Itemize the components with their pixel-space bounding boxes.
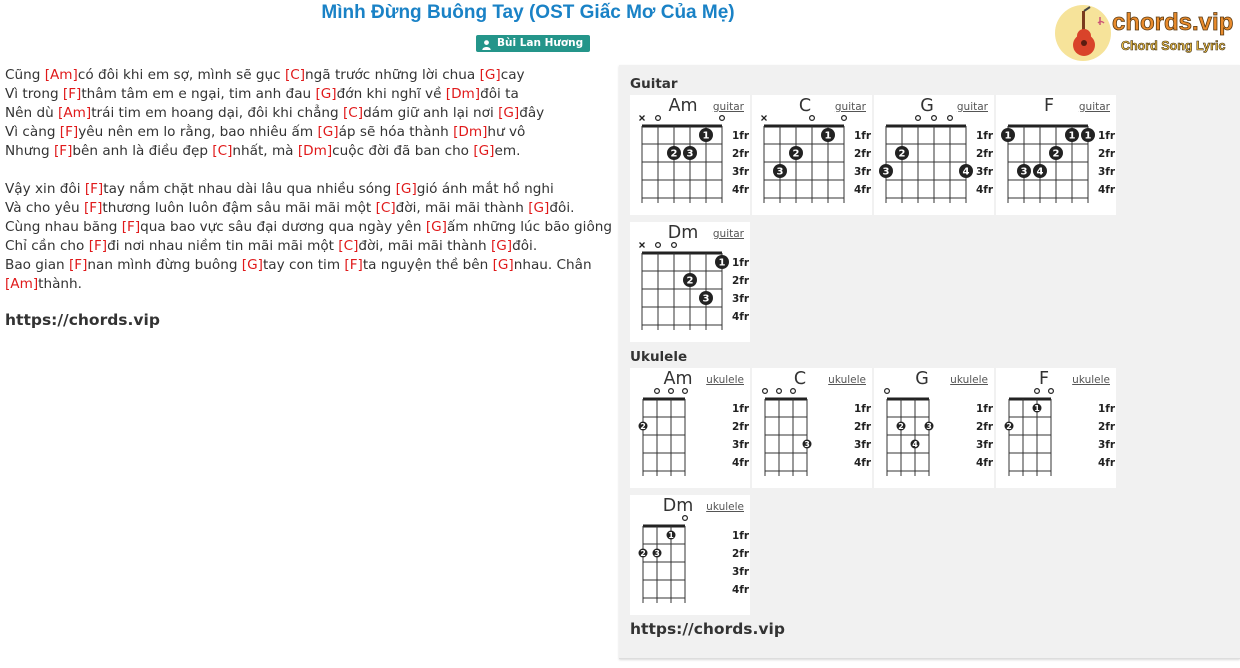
fret-label: 4fr <box>976 457 994 469</box>
lyric-text: em. <box>494 143 521 159</box>
chord-name: Am <box>663 369 693 389</box>
open-string-mark <box>683 389 688 394</box>
lyric-text: Vậy xin đôi <box>5 181 85 197</box>
fret-label: 3fr <box>976 439 994 451</box>
chord-link[interactable]: [Dm] <box>453 124 488 140</box>
guitar-type-link[interactable]: guitar <box>712 101 744 113</box>
finger-number: 2 <box>640 421 646 431</box>
finger-number: 1 <box>824 130 832 142</box>
guitar-type-link[interactable]: guitar <box>956 101 988 113</box>
chord-name: C <box>798 96 812 116</box>
lyric-text: ngã trước những lời chua <box>305 67 480 83</box>
chord-link[interactable]: [C] <box>284 67 306 83</box>
finger-number: 2 <box>898 148 906 160</box>
finger-number: 4 <box>912 439 918 449</box>
ukulele-type-link[interactable]: ukulele <box>706 374 744 386</box>
lyric-text: đời, mãi mãi thành <box>358 238 491 254</box>
fret-label: 4fr <box>854 184 872 196</box>
open-string-mark <box>655 389 660 394</box>
lyric-text: đi nơi nhau niềm tin mãi mãi một <box>107 238 339 254</box>
finger-number: 1 <box>702 130 710 142</box>
chord-name: Dm <box>667 223 699 243</box>
lyric-text: qua bao vực sâu đại dương qua ngày yên <box>140 219 426 235</box>
lyric-text: tay con tim <box>262 257 345 273</box>
fret-label: 1fr <box>1098 130 1116 142</box>
lyric-text: đời, mãi mãi thành <box>395 200 529 216</box>
finger-number: 2 <box>640 548 646 558</box>
lyric-text: cuộc đời đã ban cho <box>332 143 474 159</box>
finger-number: 1 <box>1004 130 1012 142</box>
chord-link[interactable]: [G] <box>395 181 417 197</box>
lyric-line <box>5 180 610 199</box>
lyric-text: Cùng nhau băng <box>5 219 122 235</box>
fret-label: 3fr <box>732 166 750 178</box>
finger-number: 3 <box>1020 166 1028 178</box>
lyric-text: dám giữ anh lại nơi <box>363 105 499 121</box>
chord-link[interactable]: [C] <box>338 238 359 254</box>
chord-name: F <box>1043 96 1055 116</box>
chord-link[interactable]: [Am] <box>58 105 92 121</box>
open-string-mark <box>885 389 890 394</box>
chord-link[interactable]: [F] <box>344 257 363 273</box>
finger-number: 2 <box>670 148 678 160</box>
fret-label: 4fr <box>854 457 872 469</box>
chord-name: Dm <box>662 496 694 516</box>
lyric-text: Nhưng <box>5 143 54 159</box>
finger-number: 3 <box>686 148 694 160</box>
ukulele-type-link[interactable]: ukulele <box>828 374 866 386</box>
lyric-text: Vì trong <box>5 86 63 102</box>
artist-name: Bùi Lan Hương <box>497 37 584 49</box>
open-string-mark <box>720 116 725 121</box>
guitar-type-link[interactable]: guitar <box>712 228 744 240</box>
chord-name: F <box>1038 369 1050 389</box>
site-logo[interactable] <box>1054 3 1234 63</box>
lyric-line <box>5 104 610 123</box>
fret-label: 3fr <box>854 439 872 451</box>
lyric-line <box>5 142 610 161</box>
open-string-mark <box>948 116 953 121</box>
lyric-text: Chỉ cần cho <box>5 238 89 254</box>
lyric-text: tay nắm chặt nhau dài lâu qua nhiều sóng <box>103 181 396 197</box>
fret-label: 3fr <box>732 566 750 578</box>
fret-label: 2fr <box>732 421 750 433</box>
lyric-text: gió ánh mắt hồ nghi <box>416 181 554 197</box>
open-string-mark <box>791 389 796 394</box>
lyric-text: đôi ta <box>480 86 519 102</box>
lyric-text: ấm những lúc bão giông <box>446 219 613 235</box>
fret-label: 2fr <box>732 275 750 287</box>
chord-link[interactable]: [G] <box>490 238 513 254</box>
lyric-text: Và cho yêu <box>5 200 84 216</box>
fret-label: 3fr <box>1098 439 1116 451</box>
finger-number: 3 <box>804 439 810 449</box>
fret-label: 4fr <box>732 457 750 469</box>
lyric-text: thâm tâm em e ngại, tim anh đau <box>81 86 316 102</box>
fret-label: 1fr <box>976 130 994 142</box>
guitar-type-link[interactable]: guitar <box>834 101 866 113</box>
song-title: Mình Đừng Buông Tay (OST Giấc Mơ Của Mẹ) <box>321 2 735 23</box>
finger-number: 2 <box>1052 148 1060 160</box>
chord-link[interactable]: [G] <box>498 105 520 121</box>
fret-label: 2fr <box>732 548 750 560</box>
finger-number: 2 <box>686 275 694 287</box>
lyric-text: đôi. <box>512 238 538 254</box>
fret-label: 2fr <box>1098 421 1116 433</box>
finger-number: 4 <box>1036 166 1044 178</box>
fret-label: 1fr <box>976 403 994 415</box>
fret-label: 4fr <box>1098 184 1116 196</box>
chord-link[interactable]: [G] <box>473 143 495 159</box>
open-string-mark <box>916 116 921 121</box>
chord-name: Am <box>668 96 698 116</box>
chord-link[interactable]: [F] <box>88 238 108 254</box>
guitar-chord-card[interactable] <box>874 95 994 215</box>
open-string-mark <box>810 116 815 121</box>
open-string-mark <box>932 116 937 121</box>
fret-label: 3fr <box>1098 166 1116 178</box>
guitar-chord-card[interactable] <box>752 95 872 215</box>
chord-link[interactable]: [F] <box>62 86 82 102</box>
fret-label: 3fr <box>732 439 750 451</box>
chord-link[interactable]: [F] <box>84 181 104 197</box>
chord-link[interactable]: [C] <box>342 105 364 121</box>
lyrics-block <box>5 66 613 294</box>
ukulele-type-link[interactable]: ukulele <box>950 374 988 386</box>
finger-number: 3 <box>776 166 784 178</box>
ukulele-type-link[interactable]: ukulele <box>706 501 744 513</box>
guitar-logo-icon <box>1054 3 1234 63</box>
guitar-chord-card[interactable] <box>630 222 750 342</box>
finger-number: 3 <box>926 421 932 431</box>
finger-number: 2 <box>898 421 904 431</box>
fret-label: 2fr <box>976 148 994 160</box>
finger-number: 3 <box>702 293 710 305</box>
finger-number: 1 <box>1084 130 1092 142</box>
lyric-text: đây <box>519 105 545 121</box>
lyric-text: đôi. <box>549 200 575 216</box>
lyric-line <box>5 66 610 85</box>
lyric-text: Nên dù <box>5 105 59 121</box>
open-string-mark <box>656 116 661 121</box>
lyric-line <box>5 199 610 218</box>
guitar-chord-card[interactable] <box>996 95 1116 215</box>
lyric-line <box>5 218 613 237</box>
chord-name: C <box>793 369 807 389</box>
chord-link[interactable]: [Am] <box>5 276 39 292</box>
lyric-text: cay <box>500 67 525 83</box>
finger-number: 1 <box>668 530 674 540</box>
lyric-text: đớn khi nghĩ về <box>336 86 446 102</box>
fret-label: 4fr <box>732 311 750 323</box>
fret-label: 4fr <box>1098 457 1116 469</box>
fret-label: 4fr <box>732 184 750 196</box>
fret-label: 2fr <box>732 148 750 160</box>
lyric-text: nhất, mà <box>232 143 298 159</box>
chord-link[interactable]: [F] <box>83 200 103 216</box>
chord-name: G <box>920 96 934 116</box>
lyric-text: hư vô <box>487 124 526 140</box>
fret-label: 1fr <box>732 130 750 142</box>
chord-link[interactable]: [G] <box>528 200 550 216</box>
chord-link[interactable]: [G] <box>315 86 337 102</box>
ukulele-chord-card[interactable] <box>752 368 872 488</box>
chord-link[interactable]: [Dm] <box>445 86 481 102</box>
finger-number: 1 <box>1034 403 1040 413</box>
logo-text: chords.vip <box>1112 9 1234 36</box>
chord-link[interactable]: [C] <box>212 143 233 159</box>
ukulele-chord-card[interactable] <box>996 368 1116 488</box>
chord-link[interactable]: [G] <box>317 124 339 140</box>
chord-link[interactable]: [C] <box>375 200 396 216</box>
ukulele-chord-card[interactable] <box>874 368 994 488</box>
lyric-text: Bao gian <box>5 257 69 273</box>
guitar-type-link[interactable]: guitar <box>1078 101 1110 113</box>
open-string-mark <box>1035 389 1040 394</box>
fret-label: 4fr <box>976 184 994 196</box>
lyric-text: nhau. Chân <box>513 257 592 273</box>
lyric-line <box>5 256 610 275</box>
site-url-right[interactable]: https://chords.vip <box>630 620 785 638</box>
lyric-text: thành. <box>38 276 82 292</box>
fret-label: 3fr <box>854 166 872 178</box>
chord-link[interactable]: [G] <box>241 257 263 273</box>
fret-label: 2fr <box>854 148 872 160</box>
chord-link[interactable]: [F] <box>53 143 73 159</box>
fret-label: 2fr <box>1098 148 1116 160</box>
chord-link[interactable]: [F] <box>121 219 141 235</box>
lyric-text: nan mình đừng buông <box>87 257 242 273</box>
fret-label: 2fr <box>854 421 872 433</box>
open-string-mark <box>763 389 768 394</box>
site-url-left[interactable]: https://chords.vip <box>5 311 160 329</box>
chord-link[interactable]: [G] <box>425 219 447 235</box>
open-string-mark <box>669 389 674 394</box>
fret-label: 1fr <box>732 403 750 415</box>
lyric-text: Cũng <box>5 67 45 83</box>
open-string-mark <box>777 389 782 394</box>
person-icon <box>482 39 491 49</box>
lyric-text: áp sẽ hóa thành <box>338 124 454 140</box>
fret-label: 3fr <box>976 166 994 178</box>
logo-subtext: Chord Song Lyric <box>1121 39 1226 53</box>
chord-link[interactable]: [Dm] <box>297 143 333 159</box>
finger-number: 3 <box>654 548 660 558</box>
lyric-text: ta nguyện thề bên <box>362 257 493 273</box>
fret-label: 1fr <box>732 530 750 542</box>
open-string-mark <box>683 516 688 521</box>
open-string-mark <box>842 116 847 121</box>
open-string-mark <box>656 243 661 248</box>
fret-label: 1fr <box>732 257 750 269</box>
chord-name: G <box>915 369 929 389</box>
ukulele-section-label: Ukulele <box>630 349 688 365</box>
fret-label: 1fr <box>854 130 872 142</box>
ukulele-chord-card[interactable] <box>630 495 750 615</box>
open-string-mark <box>1049 389 1054 394</box>
chord-link[interactable]: [G] <box>479 67 501 83</box>
chord-link[interactable]: [G] <box>492 257 514 273</box>
finger-number: 2 <box>792 148 800 160</box>
ukulele-chord-card[interactable] <box>630 368 750 488</box>
lyric-text: Vì càng <box>5 124 60 140</box>
finger-number: 1 <box>1068 130 1076 142</box>
fret-label: 4fr <box>732 584 750 596</box>
lyric-text: có đôi khi em sợ, mình sẽ gục <box>77 67 285 83</box>
artist-badge[interactable] <box>476 35 590 52</box>
lyric-text: bên anh là điều đẹp <box>72 143 213 159</box>
lyric-text: yêu nên em lo rằng, bao nhiêu ấm <box>78 124 318 140</box>
lyric-text: thương luôn luôn đậm sâu mãi mãi một <box>102 200 376 216</box>
guitar-section-label: Guitar <box>630 76 678 92</box>
chord-link[interactable]: [F] <box>68 257 88 273</box>
chord-link[interactable]: [F] <box>59 124 79 140</box>
lyric-line <box>5 123 610 142</box>
guitar-chord-card[interactable] <box>630 95 750 215</box>
finger-number: 4 <box>962 166 970 178</box>
lyric-text: trái tim em hoang dại, đôi khi chẳng <box>91 105 343 121</box>
ukulele-type-link[interactable]: ukulele <box>1072 374 1110 386</box>
lyric-line <box>5 275 610 294</box>
fret-label: 3fr <box>732 293 750 305</box>
finger-number: 2 <box>1006 421 1012 431</box>
chord-diagrams-panel <box>619 65 1240 659</box>
chord-link[interactable]: [Am] <box>44 67 78 83</box>
fret-label: 2fr <box>976 421 994 433</box>
fret-label: 1fr <box>854 403 872 415</box>
fret-label: 1fr <box>1098 403 1116 415</box>
open-string-mark <box>672 243 677 248</box>
lyric-line <box>5 237 610 256</box>
finger-number: 1 <box>718 257 726 269</box>
lyric-line <box>5 85 610 104</box>
finger-number: 3 <box>882 166 890 178</box>
lyric-spacer <box>5 161 610 180</box>
